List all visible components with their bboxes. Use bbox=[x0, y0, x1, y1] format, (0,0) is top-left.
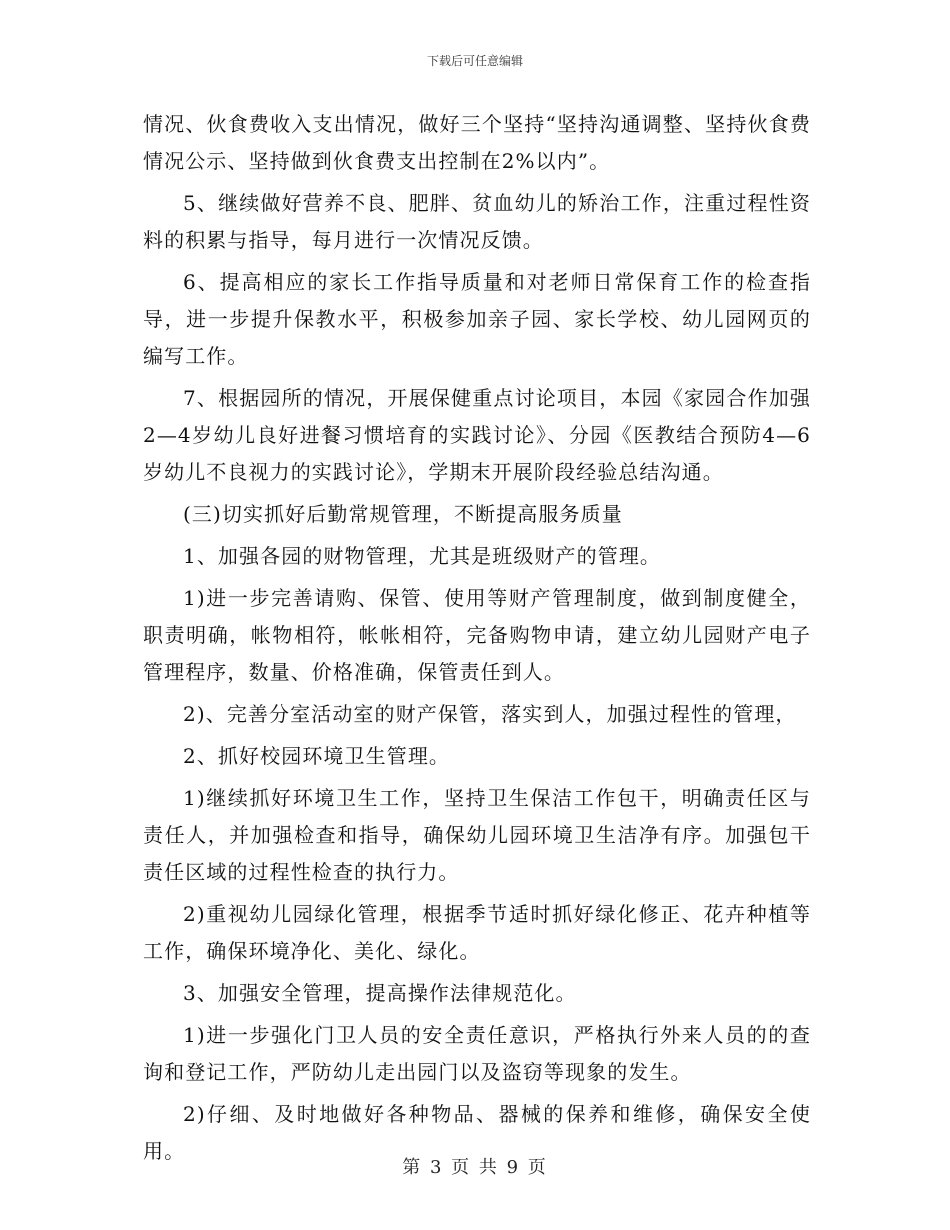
paragraph: 1)继续抓好环境卫生工作，坚持卫生保洁工作包干，明确责任区与责任人，并加强检查和指导，确保幼儿园环境卫生洁净有序。加强包干责任区域的过程性检查的执行力。 bbox=[143, 786, 811, 884]
paragraph: 6、提高相应的家长工作指导质量和对老师日常保育工作的检查指导，进一步提升保教水平，积极参加亲子园、家长学校、幼儿园网页的编写工作。 bbox=[143, 270, 811, 368]
document-body bbox=[143, 106, 811, 1170]
paragraph: 5、继续做好营养不良、肥胖、贫血幼儿的矫治工作，注重过程性资料的积累与指导，每月进行一次情况反馈。 bbox=[143, 191, 811, 252]
paragraph: 1)进一步强化门卫人员的安全责任意识，严格执行外来人员的的查询和登记工作，严防幼儿走出园门以及盗窃等现象的发生。 bbox=[143, 1023, 811, 1084]
page-header: 下载后可任意编辑 bbox=[426, 54, 523, 68]
paragraph: 2)重视幼儿园绿化管理，根据季节适时抓好绿化修正、花卉种植等工作，确保环境净化、美化、绿化。 bbox=[143, 902, 811, 963]
paragraph: 1)进一步完善请购、保管、使用等财产管理制度，做到制度健全，职责明确，帐物相符，帐帐相符，完备购物申请，建立幼儿园财产电子管理程序，数量、价格准确，保管责任到人。 bbox=[143, 586, 811, 684]
paragraph: 1、加强各园的财物管理，尤其是班级财产的管理。 bbox=[183, 544, 662, 568]
paragraph: 2)仔细、及时地做好各种物品、器械的保养和维修，确保安全使用。 bbox=[143, 1102, 811, 1163]
paragraph: 2、抓好校园环境卫生管理。 bbox=[183, 744, 451, 768]
section-heading: (三)切实抓好后勤常规管理，不断提高服务质量 bbox=[183, 502, 623, 526]
page-number: 第 3 页 共 9 页 bbox=[402, 1157, 548, 1178]
paragraph: 3、加强安全管理，提高操作法律规范化。 bbox=[183, 981, 577, 1005]
paragraph: 情况、伙食费收入支出情况，做好三个坚持“坚持沟通调整、坚持伙食费情况公示、坚持做到伙食费支出控制在2%以内”。 bbox=[143, 112, 811, 173]
paragraph: 2)、完善分室活动室的财产保管，落实到人，加强过程性的管理， bbox=[183, 702, 797, 726]
paragraph: 7、根据园所的情况，开展保健重点讨论项目，本园《家园合作加强2—4岁幼儿良好进餐习惯培育的实践讨论》、分园《医教结合预防4—6岁幼儿不良视力的实践讨论》，学期末开展阶段经验总结沟通。 bbox=[143, 386, 811, 484]
